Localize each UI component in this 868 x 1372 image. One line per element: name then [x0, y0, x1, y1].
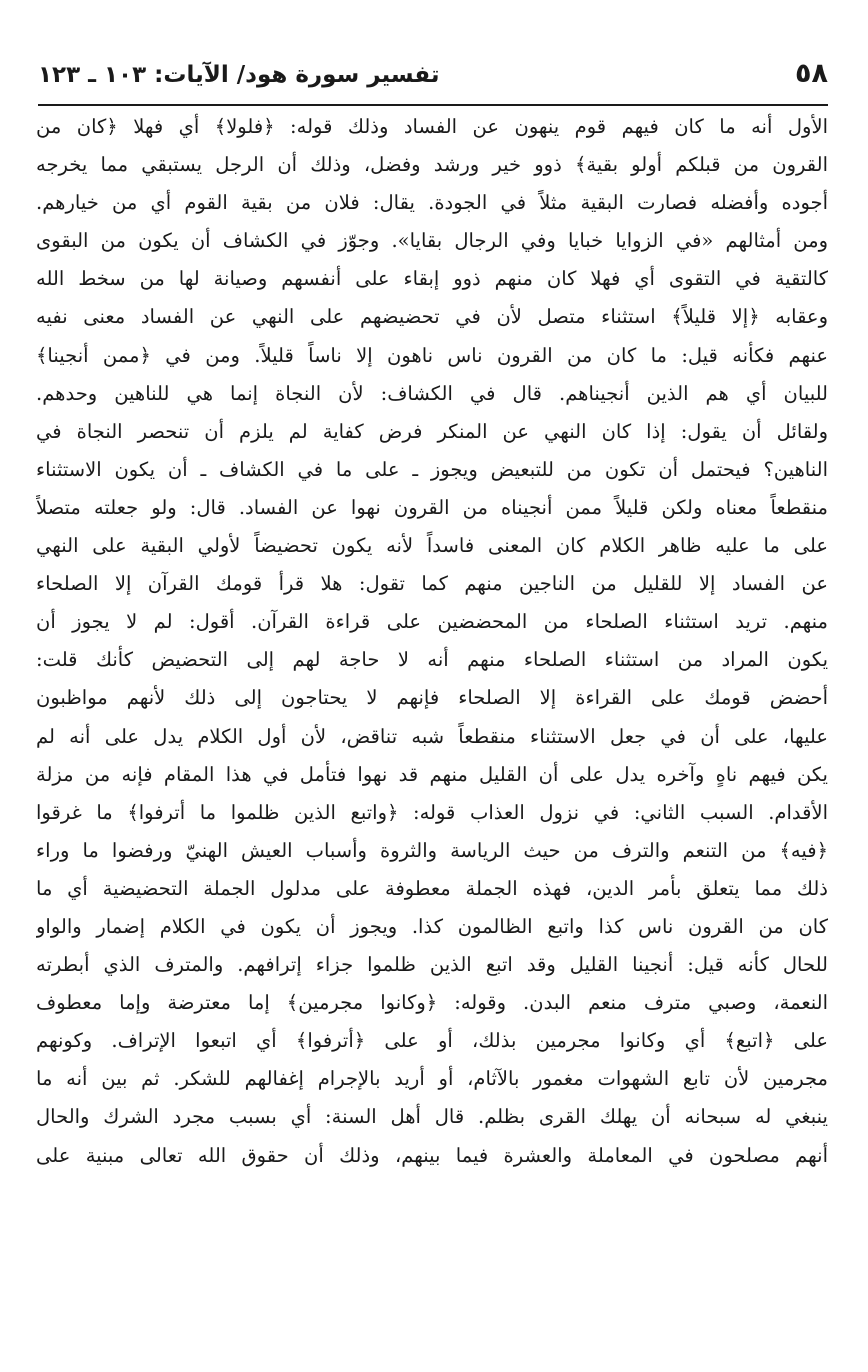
text-line: الأقدام. السبب الثاني: في نزول العذاب قوله: ﴿واتبع الذين ظلموا ما أترفوا﴾ ما غرقوا: [36, 800, 828, 824]
text-line: مجرمين لأن تابع الشهوات مغمور بالآثام، أو أريد بالإجرام إغفالهم للشكر. ثم بين أنه ما: [36, 1067, 828, 1091]
text-line: على ما عليه ظاهر الكلام كان المعنى فاسداً لأنه يكون تحضيضاً لأولي البقية على النهي: [36, 534, 828, 558]
text-line: أنهم مصلحون في المعاملة والعشرة فيما بينهم، وذلك أن حقوق الله تعالى مبنية على: [36, 1143, 828, 1167]
running-title: تفسير سورة هود/ الآيات: ١٠٣ ـ ١٢٣: [38, 62, 440, 88]
text-line: ومن أمثالهم «في الزوايا خبايا وفي الرجال بقايا». وجوّز في الكشاف أن يكون من البقوى: [36, 229, 828, 253]
text-line: القرون من قبلكم أولو بقية﴾ ذوو خير ورشد وفضل، وذلك أن الرجل يستبقي مما يخرجه: [36, 153, 828, 177]
text-line: على ﴿اتبع﴾ أي وكانوا مجرمين بذلك، أو على ﴿أترفوا﴾ أي اتبعوا الإتراف. وكونهم: [36, 1029, 828, 1053]
text-line: عليها، على أن في جعل الاستثناء منقطعاً شبه تناقض، لأن أول الكلام يدل على أنه لم: [36, 724, 828, 748]
page-number: ٥٨: [795, 58, 828, 89]
text-line: عنهم فكأنه قيل: ما كان من القرون ناس ناهون إلا ناساً قليلاً. ومن في ﴿ممن أنجينا﴾: [36, 343, 828, 367]
text-line: للحال كأنه قيل: أنجينا القليل وقد اتبع الذين ظلموا جزاء إترافهم. والمترف الذي أبطرته: [36, 953, 828, 977]
text-line: للبيان أي هم الذين أنجيناهم. قال في الكشاف: لأن النجاة إنما هي للناهين وحدهم.: [36, 381, 828, 405]
text-line: الناهين؟ فيحتمل أن تكون من للتبعيض ويجوز ـ على ما في الكشاف ـ أن يكون الاستثناء: [36, 457, 828, 481]
text-line: وعقابه ﴿إلا قليلاً﴾ استثناء متصل لأن في تحضيضهم على النهي عن الفساد معنى نفيه: [36, 305, 828, 329]
text-line: ذلك مما يتعلق بأمر الدين، فهذه الجملة معطوفة على مدلول الجملة التحضيضية أي ما: [36, 876, 828, 900]
text-line: أجوده وأفضله فصارت البقية مثلاً في الجودة. يقال: فلان من بقية القوم أي من خيارهم.: [36, 191, 828, 215]
text-line: يكون المراد من استثناء الصلحاء منهم أنه لا حاجة لهم إلى التحضيض كأنك قلت:: [36, 648, 828, 672]
text-line: منقطعاً معناه ولكن قليلاً ممن أنجيناه من القرون نهوا عن الفساد. قال: ولو جعلته متصلاً: [36, 495, 828, 519]
text-line: كالتقية في التقوى أي فهلا كان منهم ذوو إبقاء على أنفسهم وصيانة لها من سخط الله: [36, 267, 828, 291]
text-line: أحضض قومك على القراءة إلا الصلحاء فإنهم لا يحتاجون إلى ذلك لأنهم مواظبون: [36, 686, 828, 710]
header-divider: [38, 104, 828, 106]
text-line: يكن فيهم ناهٍ وآخره يدل على أن القليل منهم قد نهوا فتأمل في هذا المقام فإنه من مزلة: [36, 762, 828, 786]
text-line: ولقائل أن يقول: إذا كان النهي عن المنكر فرض كفاية لم يلزم أن تنحصر النجاة في: [36, 419, 828, 443]
text-line: عن الفساد إلا للقليل من الناجين منهم كما تقول: هلا قرأ قومك القرآن إلا الصلحاء: [36, 572, 828, 596]
text-line: الأول أنه ما كان فيهم قوم ينهون عن الفساد وذلك قوله: ﴿فلولا﴾ أي فهلا ﴿كان من: [36, 115, 828, 138]
page-header: [38, 56, 828, 102]
body-text: [36, 108, 828, 1175]
text-line: النعمة، وصبي مترف منعم البدن. وقوله: ﴿وكانوا مجرمين﴾ إما معترضة وإما معطوف: [36, 991, 828, 1015]
text-line: منهم. تريد استثناء الصلحاء من المحضضين على قراءة القرآن. أقول: لم لا يجوز أن: [36, 610, 828, 634]
text-line: ﴿فيه﴾ من التنعم والترف من حيث الرياسة والثروة وأسباب العيش الهنيّ ورفضوا ما وراء: [36, 838, 828, 862]
text-line: ينبغي له سبحانه أن يهلك القرى بظلم. قال أهل السنة: أي بسبب مجرد الشرك والحال: [36, 1105, 828, 1129]
text-line: كان من القرون ناس كذا واتبع الظالمون كذا. ويجوز أن يكون في الكلام إضمار والواو: [36, 914, 828, 938]
